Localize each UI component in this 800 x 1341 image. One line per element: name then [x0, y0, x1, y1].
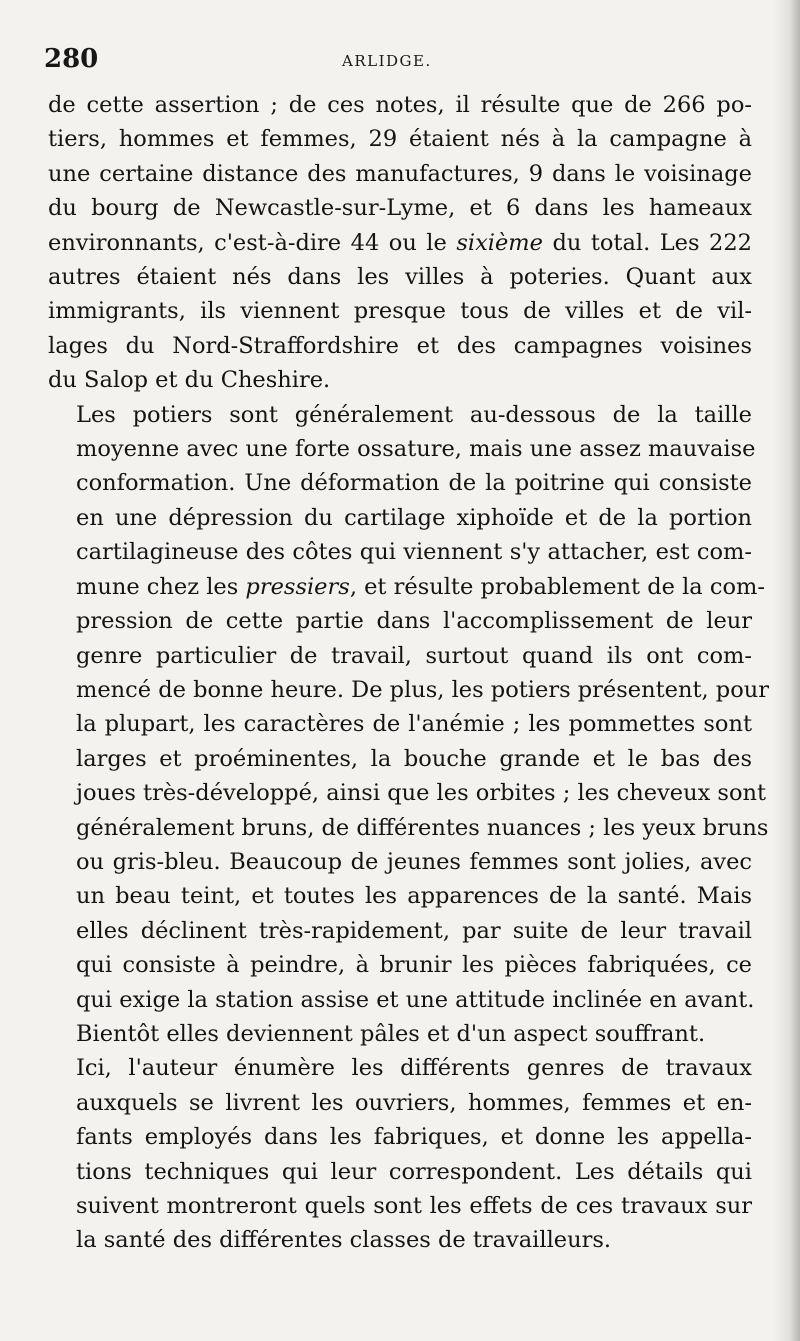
- body-text: [48, 88, 769, 1258]
- text-line: autres étaient nés dans les villes à poteries. Quant aux: [48, 264, 752, 291]
- text-line: ou gris-bleu. Beaucoup de jeunes femmes sont jolies, avec: [76, 848, 752, 875]
- text-line: joues très-développé, ainsi que les orbites ; les cheveux sont: [76, 780, 767, 807]
- text-line: fants employés dans les fabriques, et donne les appella-: [76, 1124, 752, 1151]
- paragraph-3: [48, 1051, 752, 1257]
- running-head: ARLIDGE.: [342, 52, 432, 70]
- text-line: Les potiers sont généralement au-dessous de la taille: [76, 401, 752, 428]
- page-gutter-shadow: [774, 0, 800, 1341]
- text-line: un beau teint, et toutes les apparences de la santé. Mais: [76, 883, 752, 910]
- paragraph-1: [48, 88, 752, 398]
- page-header: [44, 44, 744, 74]
- text-line: suivent montreront quels sont les effets de ces travaux sur: [76, 1193, 752, 1219]
- text-line: une certaine distance des manufactures, 9 dans le voisinage: [48, 160, 752, 187]
- text-line: environnants, c'est-à-dire 44 ou le sixième du total. Les 222: [48, 229, 752, 256]
- text-line: tiers, hommes et femmes, 29 étaient nés à la campagne à: [48, 126, 752, 153]
- text-line: la santé des différentes classes de travailleurs.: [76, 1227, 612, 1254]
- text-line: cartilagineuse des côtes qui viennent s'y attacher, est com-: [76, 539, 752, 566]
- text-line: mencé de bonne heure. De plus, les potiers présentent, pour: [76, 676, 769, 703]
- text-line: du bourg de Newcastle-sur-Lyme, et 6 dans les hameaux: [48, 195, 752, 222]
- text-line: qui exige la station assise et une attitude inclinée en avant.: [76, 986, 755, 1013]
- text-line: mune chez les pressiers, et résulte probablement de la com-: [76, 573, 765, 600]
- page-number: 280: [44, 44, 99, 74]
- text-line: généralement bruns, de différentes nuances ; les yeux bruns: [76, 814, 769, 841]
- text-line: Bientôt elles deviennent pâles et d'un aspect souffrant.: [76, 1020, 706, 1047]
- text-line: tions techniques qui leur correspondent. Les détails qui: [76, 1158, 752, 1185]
- text-line: conformation. Une déformation de la poitrine qui consiste: [76, 470, 752, 497]
- text-line: auxquels se livrent les ouvriers, hommes, femmes et en-: [76, 1089, 752, 1116]
- paragraph-2: [48, 398, 769, 1052]
- text-line: immigrants, ils viennent presque tous de villes et de vil-: [48, 298, 752, 325]
- text-line: elles déclinent très-rapidement, par suite de leur travail: [76, 917, 752, 944]
- text-line: Ici, l'auteur énumère les différents genres de travaux: [76, 1055, 752, 1082]
- text-line: genre particulier de travail, surtout quand ils ont com-: [76, 642, 752, 669]
- text-line: qui consiste à peindre, à brunir les pièces fabriquées, ce: [76, 952, 752, 979]
- text-line: la plupart, les caractères de l'anémie ; les pommettes sont: [76, 711, 752, 738]
- text-line: moyenne avec une forte ossature, mais une assez mauvaise: [76, 436, 756, 463]
- text-line: larges et proéminentes, la bouche grande et le bas des: [76, 745, 752, 772]
- text-line: de cette assertion ; de ces notes, il résulte que de 266 po-: [48, 92, 752, 118]
- text-line: du Salop et du Cheshire.: [48, 367, 331, 394]
- text-line: pression de cette partie dans l'accomplissement de leur: [76, 608, 752, 635]
- text-line: en une dépression du cartilage xiphoïde et de la portion: [76, 504, 752, 531]
- text-line: lages du Nord-Straffordshire et des campagnes voisines: [48, 332, 752, 359]
